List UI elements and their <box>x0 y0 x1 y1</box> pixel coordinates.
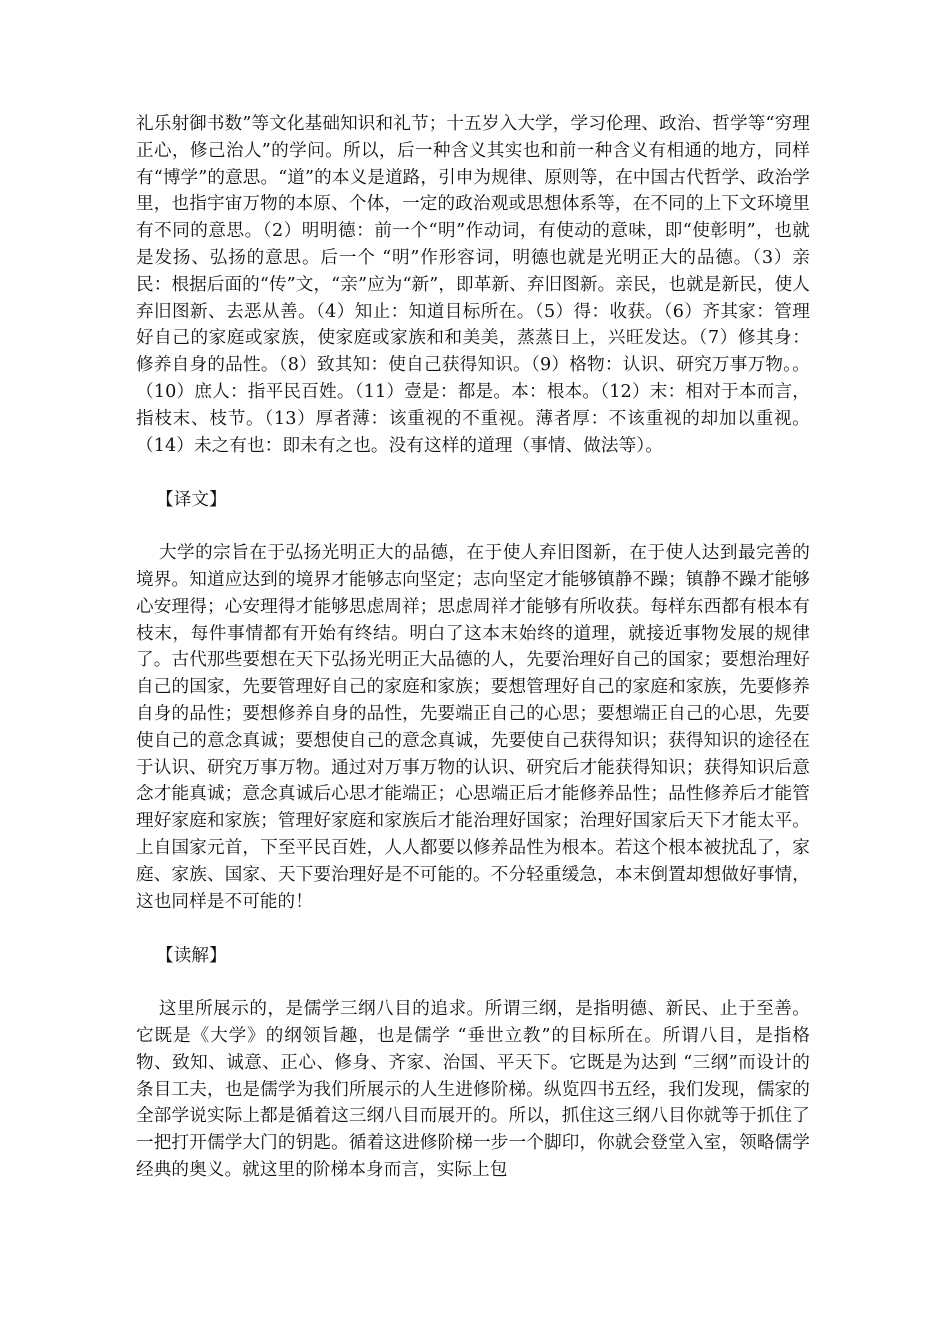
translation-heading: 【译文】 <box>156 490 227 511</box>
commentary-paragraph: 这里所展示的，是儒学三纲八目的追求。所谓三纲，是指明德、新民、止于至善。它既是《大学》的纲领旨趣，也是儒学 “垂世立教”的目标所在。所谓八目，是指格物、致知、诚意、正心、修身、齐家、治国、平天下。它既是为达到 “三纲”而设计的条目工夫，也是儒学为我们所展示的人生进修阶梯。纵览四书五经，我们发现，儒家的全部学说实际上都是循着这三纲八目而展开的。所以，抓住这三纲八目你就等于抓住了一把打开儒学大门的钥匙。循着这进修阶梯一步一个脚印，你就会登堂入室，领略儒学经典的奥义。就这里的阶梯本身而言，实际上包 <box>136 999 810 1180</box>
document-page <box>136 111 810 1184</box>
translation-paragraph: 大学的宗旨在于弘扬光明正大的品德，在于使人弃旧图新，在于使人达到最完善的境界。知道应达到的境界才能够志向坚定；志向坚定才能够镇静不躁；镇静不躁才能够心安理得；心安理得才能够思虑周祥；思虑周祥才能够有所收获。每样东西都有根本有枝末，每件事情都有开始有终结。明白了这本末始终的道理，就接近事物发展的规律了。古代那些要想在天下弘扬光明正大品德的人，先要治理好自己的国家；要想治理好自己的国家，先要管理好自己的家庭和家族；要想管理好自己的家庭和家族，先要修养自身的品性；要想修养自身的品性，先要端正自己的心思；要想端正自己的心思，先要使自己的意念真诚；要想使自己的意念真诚，先要使自己获得知识；获得知识的途径在于认识、研究万事万物。通过对万事万物的认识、研究后才能获得知识；获得知识后意念才能真诚；意念真诚后心思才能端正；心思端正后才能修养品性；品性修养后才能管理好家庭和家族；管理好家庭和家族后才能治理好国家；治理好国家后天下才能太平。上自国家元首，下至平民百姓，人人都要以修养品性为根本。若这个根本被扰乱了，家庭、家族、国家、天下要治理好是不可能的。不分轻重缓急，本末倒置却想做好事情，这也同样是不可能的！ <box>136 543 810 912</box>
commentary-heading: 【读解】 <box>156 946 227 967</box>
notes-paragraph: 礼乐射御书数”等文化基础知识和礼节；十五岁入大学，学习伦理、政治、哲学等“穷理正心，修己治人”的学问。所以，后一种含义其实也和前一种含义有相通的地方，同样有“博学”的意思。“道”的本义是道路，引申为规律、原则等，在中国古代哲学、政治学里，也指宇宙万物的本原、个体，一定的政治观或思想体系等，在不同的上下文环境里有不同的意思。（2）明明德：前一个“明”作动词，有使动的意味，即“使彰明”，也就是发扬、弘扬的意思。后一个 “明”作形容词，明德也就是光明正大的品德。（3）亲民：根据后面的“传”文，“亲”应为“新”，即革新、弃旧图新。亲民，也就是新民，使人弃旧图新、去恶从善。（4）知止：知道目标所在。（5）得：收获。（6）齐其家：管理好自己的家庭或家族，使家庭或家族和和美美，蒸蒸日上，兴旺发达。（7）修其身：修养自身的品性。（8）致其知：使自己获得知识。（9）格物：认识、研究万事万物。。（10）庶人：指平民百姓。（11）壹是：都是。本：根本。（12）末：相对于本而言，指枝末、枝节。（13）厚者薄：该重视的不重视。薄者厚：不该重视的却加以重视。（14）未之有也：即未有之也。没有这样的道理（事情、做法等）。 <box>136 114 810 456</box>
